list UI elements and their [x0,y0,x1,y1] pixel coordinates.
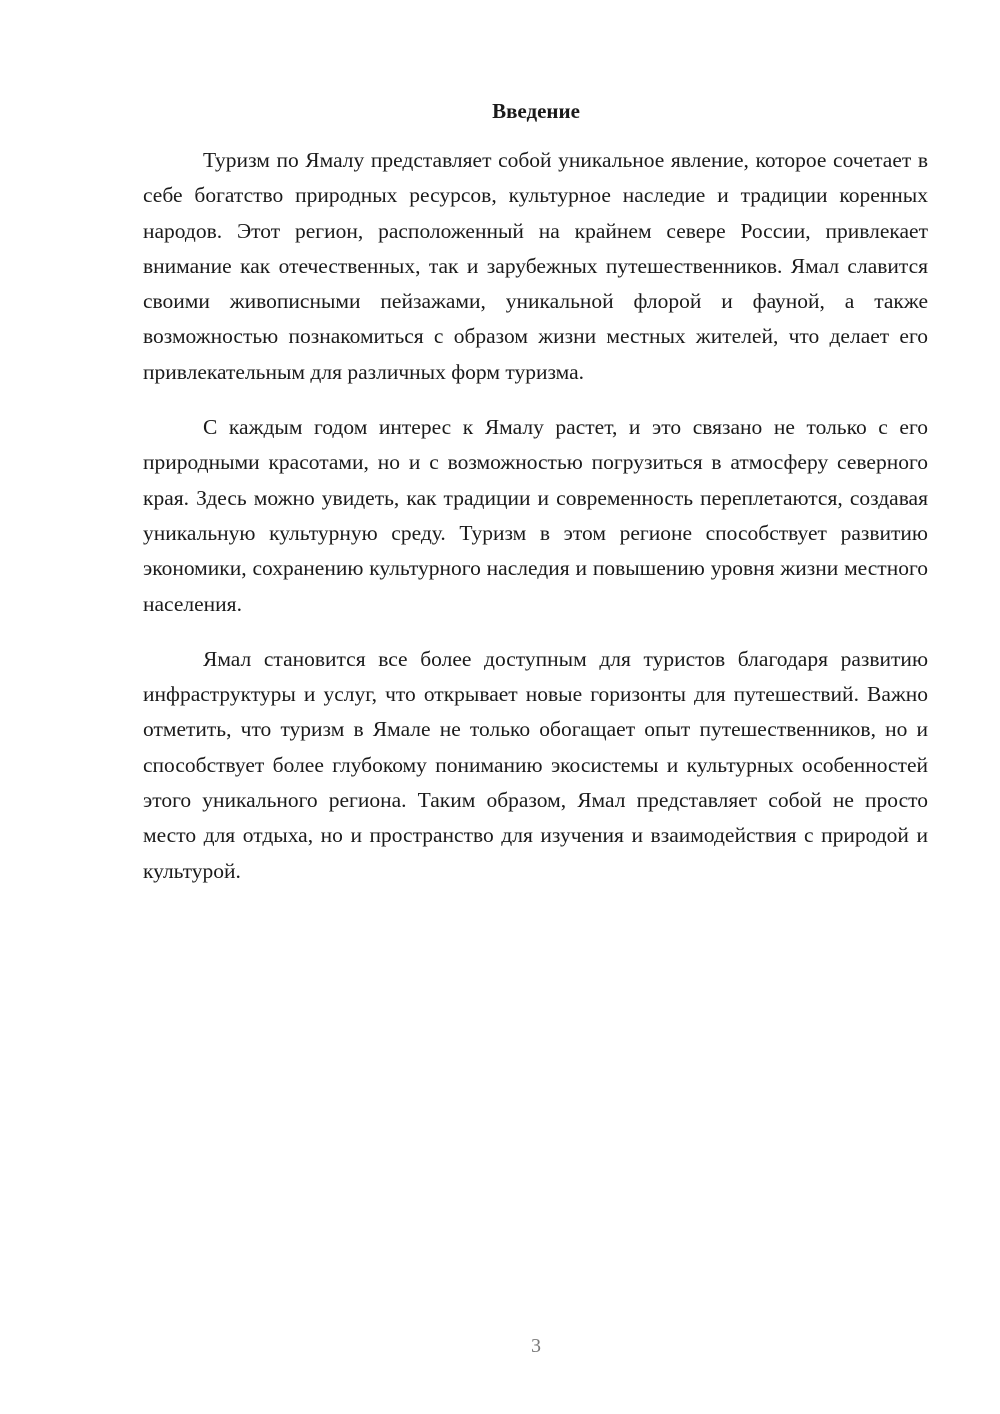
paragraph-3: Ямал становится все более доступным для туристов благодаря развитию инфраструктуры и услуг, что открывает новые горизонты для путешествий. Важно отметить, что туризм в Ямале не только обогащает опыт путешественников, но и способствует более глубокому пониманию экосистемы и культурных особенностей этого уникального региона. Таким образом, Ямал представляет собой не просто место для отдыха, но и пространство для изучения и взаимодействия с природой и культурой. [143,646,928,883]
paragraph-1: Туризм по Ямалу представляет собой уникальное явление, которое сочетает в себе богатство природных ресурсов, культурное наследие и традиции коренных народов. Этот регион, расположенный на крайнем севере России, привлекает внимание как отечественных, так и зарубежных путешественников. Ямал славится своими живописными пейзажами, уникальной флорой и фауной, а также возможностью познакомиться с образом жизни местных жителей, что делает его привлекательным для различных форм туризма. [143,148,928,384]
section-heading: Введение [492,99,580,123]
page-number: 3 [531,1335,541,1357]
paragraph-2: С каждым годом интерес к Ямалу растет, и это связано не только с его природными красотами, но и с возможностью погрузиться в атмосферу северного края. Здесь можно увидеть, как традиции и современность переплетаются, создавая уникальную культурную среду. Туризм в этом регионе способствует развитию экономики, сохранению культурного наследия и повышению уровня жизни местного населения. [143,415,928,616]
body-text [143,143,928,909]
